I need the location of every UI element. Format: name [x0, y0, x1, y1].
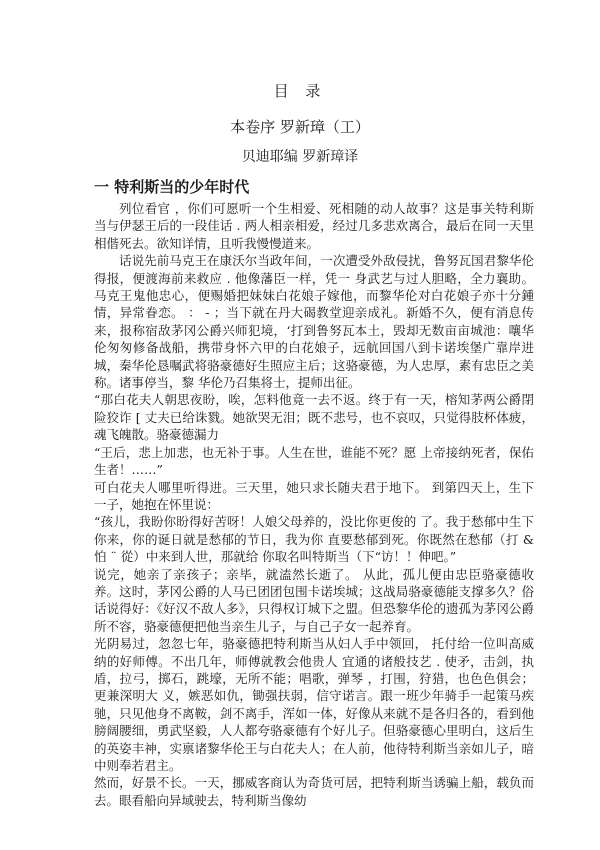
page-title: 目 录 — [273, 82, 327, 100]
paragraph-6: “孩儿，我盼你盼得好苦呀！人娘父母养的，没比你更俊的 了。我于愁郁中生下你来，你的诞日就是愁郁的节日，我为你 直要愁郁到死。你既然在愁郁（打 & 怕 ¨ 從）中来到人世，那就给 你取名叫特斯当（下“访！！伸吧。” — [94, 514, 534, 565]
preface-entry: 本卷序 罗新璋（工） — [230, 118, 370, 136]
paragraph-3: “那白花夫人朝思夜盼，唉，怎料他竟一去不返。终于有一天，榕知茅两公爵閉险狡诈 [ 丈夫已给诛戮。她欲哭无泪；既不悲号，也不哀叹，只觉得肢杯体疲，魂飞魄散。骆豪德漏力 — [94, 392, 534, 443]
paragraph-9: 然而，好景不长。一天，挪威客商认为奇货可居，把特利斯当诱骗上船，载负而去。眼看船向异域驶去，特利斯当像幼 — [94, 775, 534, 808]
body-text — [94, 200, 534, 809]
paragraph-1: 列位看官 ，你们可愿听一个生相爱、死相随的动人故事？这是事关特利斯当与伊瑟王后的一段佳话 . 两人相亲相爱，经过几多悲欢离合，最后在同一天里相偕死去。欲知详情，且听我慢慢道来。 — [94, 201, 534, 251]
paragraph-5: 可白花夫人哪里听得进。三天里，她只求长随夫君于地下。 到第四天上，生下一子，她抱在怀里说： — [94, 479, 534, 512]
paragraph-8: 光阴易过，忽忽七年，骆豪德把特利斯当从妇人手中领回， 托付给一位叫高威纳的好师傅。不出几年，师傅就教会他贵人 宜通的诸般技艺 . 使矛，击剑，执盾，拉弓，掷石，跳壕，无所不能；唱歌，弹琴 ，打围，狩猎，也色色俱会；更兼深明大 义，嫉恶如仇，锄强扶弱，信守诺言。跟一班少年骑手一起策马疾驰，只见他身不离鞍，剑不离手，浑如一体，好像从来就不是各归各的，看到他膀阔腰细，勇武坚毅，人人都夸骆豪德有个好儿子。但骆豪德心里明白，这后生的英姿丰神，实禀诸黎华伦王与白花夫人；在人前，他待特利斯当亲如儿子，暗中则奉若君主。 — [94, 636, 534, 773]
paragraph-4: “王后，悲上加悲，也无补于事。人生在世，谁能不死？愿 上帝接纳死者，保佑生者！……” — [94, 444, 534, 478]
section-heading: 一 特利斯当的少年时代 — [94, 178, 250, 196]
paragraph-7: 说完，她亲了亲孩子；亲毕，就溘然长逝了。 从此，孤儿便由忠臣骆豪德收养。这时，茅冈公爵的人马已团团包围卡诺埃城；这战局骆豪德能支撑多久？俗话说得好：《好汉不敌人多》，只得权订城下之盟。但恐黎华伦的遗孤为茅冈公爵所不容，骆豪德便把他当亲生儿子，与自己子女一起养育。 — [94, 566, 534, 634]
author-line: 贝迪耶编 罗新璋译 — [241, 149, 359, 165]
paragraph-2: 话说先前马克王在康沃尔当政年间，一次遭受外敌侵扰，鲁努瓦国君黎华伦得报，便渡海前来救应 . 他像藩臣一样，凭一 身武艺与过人胆略，全力襄助。马克王鬼他忠心，便赐婚把妹妹白花娘子嫁他，而黎华伦对白花娘子亦十分鍾情，异常眷恋。 ： - ；当下就在丹大碣教堂迎亲成礼。新婚不久，便有消息传来，报称宿敌茅冈公爵兴师犯境，‘打到鲁努瓦本土，毁却无数亩亩城池：嚷华伦匆匆修备战船，携带身怀六甲的白花娘子，远航回国八到卡诺埃堡广靠岸进城，秦华伦恳嘱武将骆豪德好生照应主后；这骆豪德，为人忠厚，素有忠臣之美称。诸事停当，黎 华伦乃召集将士，提师出征。 — [94, 253, 534, 391]
